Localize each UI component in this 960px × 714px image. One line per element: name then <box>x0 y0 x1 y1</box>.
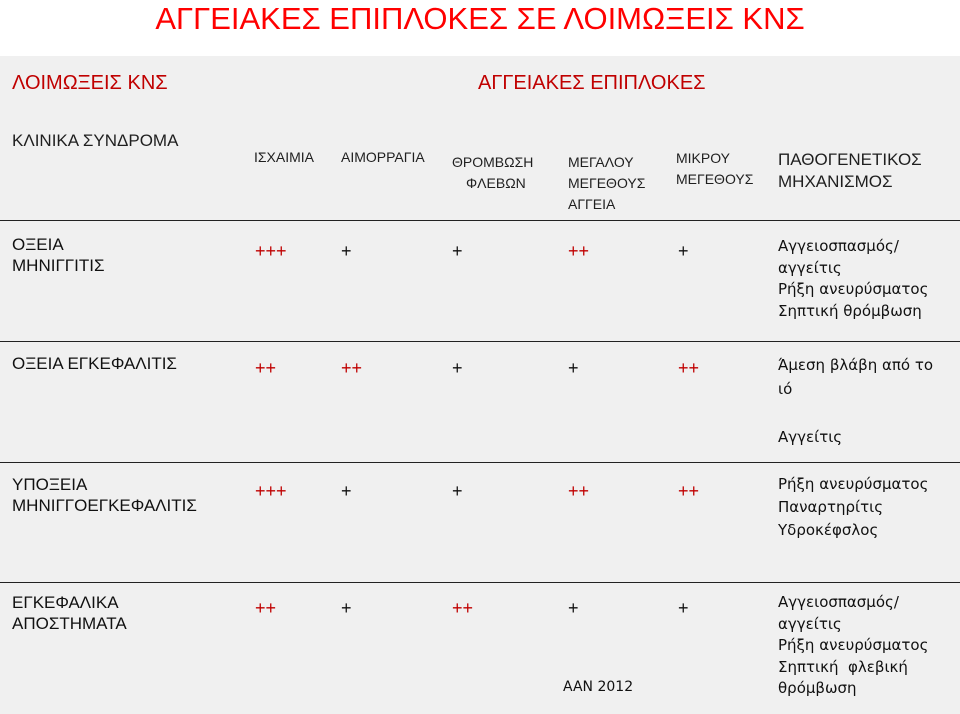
row-divider <box>0 220 960 221</box>
row-label-acute-encephalitis: ΟΞΕΙΑ ΕΓΚΕΦΑΛΙΤΙΣ <box>12 354 177 373</box>
row-divider <box>0 582 960 583</box>
row-label-subacute-meningoencephalitis: ΥΠΟΞΕΙΑ ΜΗΝΙΓΓΟΕΓΚΕΦΑΛΙΤΙΣ <box>12 475 197 515</box>
mechanism-text: Αγγειοσπασμός/ αγγείτις Ρήξη ανευρύσματος Σηπτική φλεβική θρόμβωση <box>778 593 929 697</box>
value-ischemia: +++ <box>255 241 287 261</box>
mechanism-text: Ρήξη ανευρύσματος Παναρτηρίτις Υδροκέφσλος <box>778 475 929 539</box>
source-note: AAN 2012 <box>563 679 634 695</box>
value-ischemia: ++ <box>255 358 277 378</box>
mechanism-text: Άμεση βλάβη από το ιό Αγγείτις <box>778 356 934 446</box>
value-ischemia: +++ <box>255 481 287 501</box>
value-large-vessels: + <box>568 598 579 618</box>
page-title: ΑΓΓΕΙΑΚΕΣ ΕΠΙΠΛΟΚΕΣ ΣΕ ΛΟΙΜΩΞΕΙΣ ΚΝΣ <box>155 1 805 36</box>
value-ischemia: ++ <box>255 598 277 618</box>
header-large-vessels: ΜΕΓΑΛΟΥ ΜΕΓΕΘΟΥΣ ΑΓΓΕΙΑ <box>568 154 646 212</box>
header-small-vessels: ΜΙΚΡΟΥ ΜΕΓΕΘΟΥΣ <box>676 150 754 187</box>
header-ischemia: ΙΣΧΑΙΜΙΑ <box>254 149 314 165</box>
section-right-title: ΑΓΓΕΙΑΚΕΣ ΕΠΙΠΛΟΚΕΣ <box>478 72 706 94</box>
value-large-vessels: + <box>568 358 579 378</box>
value-hemorrhage: ++ <box>341 358 363 378</box>
row-label-acute-meningitis: ΟΞΕΙΑ ΜΗΝΙΓΓΙΤΙΣ <box>12 235 105 275</box>
value-hemorrhage: + <box>341 481 352 501</box>
value-hemorrhage: + <box>341 241 352 261</box>
value-small-vessels: + <box>678 241 689 261</box>
row-divider <box>0 341 960 342</box>
value-thrombosis: ++ <box>452 598 474 618</box>
value-small-vessels: ++ <box>678 358 700 378</box>
mechanism-text: Αγγειοσπασμός/ αγγείτις Ρήξη ανευρύσματος Σηπτική θρόμβωση <box>778 237 929 320</box>
row-divider <box>0 462 960 463</box>
header-mechanism: ΠΑΘΟΓΕΝΕΤΙΚΟΣ ΜΗΧΑΝΙΣΜΟΣ <box>778 150 922 191</box>
value-large-vessels: ++ <box>568 241 590 261</box>
row-label-brain-abscesses: ΕΓΚΕΦΑΛΙΚΑ ΑΠΟΣΤΗΜΑΤΑ <box>12 593 127 633</box>
value-small-vessels: ++ <box>678 481 700 501</box>
value-hemorrhage: + <box>341 598 352 618</box>
header-venous-thrombosis: ΘΡΟΜΒΩΣΗ ΦΛΕΒΩΝ <box>452 154 534 191</box>
value-large-vessels: ++ <box>568 481 590 501</box>
value-thrombosis: + <box>452 358 463 378</box>
value-thrombosis: + <box>452 241 463 261</box>
value-thrombosis: + <box>452 481 463 501</box>
section-left-title: ΛΟΙΜΩΞΕΙΣ ΚΝΣ <box>12 72 168 94</box>
value-small-vessels: + <box>678 598 689 618</box>
header-clinical-syndromes: ΚΛΙΝΙΚΑ ΣΥΝΔΡΟΜΑ <box>12 131 179 150</box>
header-hemorrhage: ΑΙΜΟΡΡΑΓΙΑ <box>341 149 425 165</box>
